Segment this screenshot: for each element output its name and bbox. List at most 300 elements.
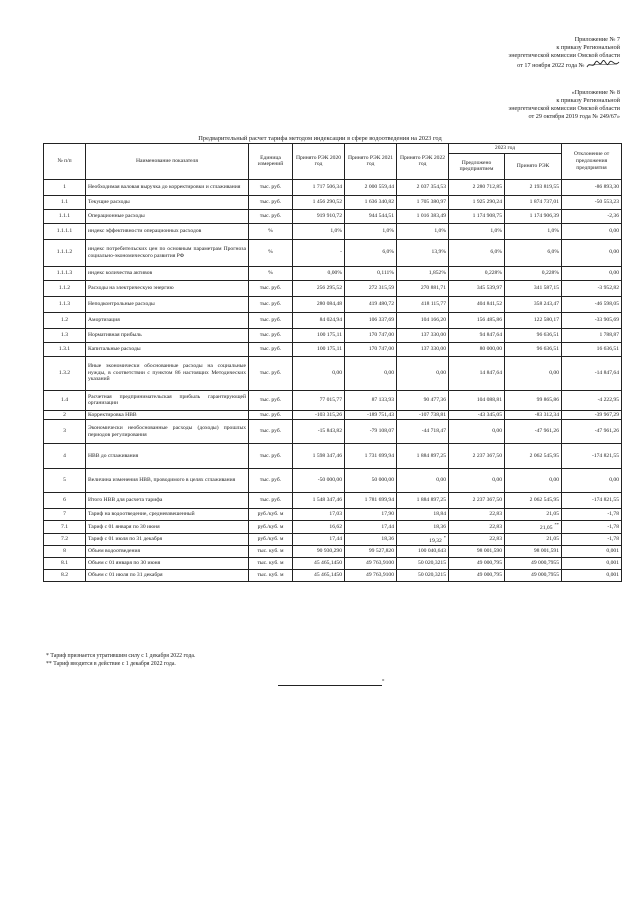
row-unit [249,469,293,493]
row-value-proposed-text: 0,00 [492,477,502,484]
row-value-2022 [397,390,449,410]
row-value-2021 [345,570,397,582]
row-value-proposed-text: 94 847,64 [479,331,502,338]
row-value-2020 [293,570,345,582]
row-value-deviation-text: -1,78 [607,523,620,530]
row-value-2022-text: 13,9% [431,249,446,256]
row-number-text: 4 [63,452,66,459]
row-value-accepted [505,280,562,296]
row-unit-text: тыс. руб. [259,411,282,418]
row-value-accepted-text: 122 580,17 [533,316,560,323]
appendix-header [509,36,620,70]
row-value-2020 [293,328,345,342]
row-unit-text: тыс. руб. [259,477,282,484]
row-value-2022 [397,570,449,582]
row-value-proposed [449,509,505,521]
row-value-deviation [562,509,622,521]
table-row [44,209,622,223]
row-value-2022-text: 18,84 [433,511,446,518]
row-value-accepted-text: 49 000,7955 [531,560,560,567]
row-value-deviation [562,266,622,280]
row-value-2020-text: 100 175,11 [317,345,342,352]
row-value-2020 [293,533,345,545]
row-value-proposed [449,410,505,420]
row-indicator-name [86,195,249,209]
footnotes [46,652,195,668]
row-unit [249,410,293,420]
row-value-2020-text: 16,62 [329,523,342,530]
row-value-2021 [345,209,397,223]
row-value-2020-text: 45 465,1450 [314,560,342,567]
header-line: энергетической комиссии Омской области [508,105,620,112]
col-header-2020: Принято РЭК 2020 год [293,144,345,180]
row-value-accepted [505,296,562,312]
row-unit-text: тыс. руб. [259,198,282,205]
row-value-2021 [345,266,397,280]
row-indicator-name [86,570,249,582]
row-value-accepted [505,469,562,493]
row-value-accepted-text: 99 865,86 [536,396,560,403]
row-number [44,469,86,493]
row-value-proposed-text: 0,00 [492,428,502,435]
row-unit [249,280,293,296]
row-indicator-name [86,521,249,533]
row-number [44,266,86,280]
row-number [44,390,86,410]
row-value-2021 [345,420,397,444]
amended-appendix-header [509,89,620,121]
row-number [44,570,86,582]
row-value-accepted [505,266,562,280]
row-number-text: 8.2 [61,572,68,579]
row-indicator-name-text: Итого НВВ для расчета тарифа [88,497,163,504]
row-unit-text: тыс. руб. [259,396,282,403]
row-value-proposed-text: 22,83 [489,536,502,543]
row-value-proposed [449,570,505,582]
row-value-accepted-text: 1 174 906,39 [529,212,560,219]
row-unit-text: тыс. руб. [259,212,282,219]
footnote: * Тариф признается утратившим силу с 1 декабря 2022 года. [46,653,196,659]
row-indicator-name [86,342,249,356]
row-value-2020-text: 84 024,94 [319,316,342,323]
row-number [44,296,86,312]
row-value-proposed [449,223,505,239]
table-row [44,312,622,328]
row-value-2022 [397,546,449,558]
table-row [44,390,622,410]
row-value-2022 [397,312,449,328]
footnote-mark: * [443,534,446,540]
row-value-proposed [449,312,505,328]
row-value-deviation-text: -47 961,26 [594,428,620,435]
row-value-deviation [562,239,622,266]
row-value-2020 [293,195,345,209]
row-indicator-name-text: Необходимая валовая выручка до корректировки и сглаживания [88,183,241,190]
row-value-2022 [397,195,449,209]
row-value-proposed-text: 6,0% [490,249,502,256]
row-value-2022-text: 137 330,00 [420,331,446,338]
row-value-2021-text: 17,90 [381,511,394,518]
col-header-num: № п/п [44,144,86,180]
row-value-2020-text: 256 295,52 [316,284,342,291]
table-row [44,469,622,493]
row-indicator-name-text: Расчетная предпринимательская прибыль гарантирующей организации [88,393,246,407]
row-indicator-name [86,546,249,558]
row-value-2020 [293,509,345,521]
row-value-proposed [449,342,505,356]
row-value-2020 [293,266,345,280]
row-value-accepted [505,493,562,509]
row-value-deviation [562,546,622,558]
row-value-2021 [345,521,397,533]
row-value-2021 [345,533,397,545]
row-unit-text: тыс. руб. [259,452,282,459]
row-value-2020-text: 1 548 347,46 [312,497,342,504]
row-value-deviation [562,179,622,195]
row-indicator-name [86,296,249,312]
row-value-deviation-text: 0,001 [606,560,620,567]
row-value-2021 [345,493,397,509]
row-value-2021-text: 170 747,00 [368,331,394,338]
row-unit-text: тыс. руб. [259,497,282,504]
row-value-2022 [397,444,449,469]
row-value-2021-text: -79 108,07 [369,428,394,435]
row-value-2022 [397,493,449,509]
row-value-2020 [293,493,345,509]
row-value-2021-text: 17,44 [381,523,394,530]
row-value-accepted [505,356,562,390]
row-value-accepted [505,533,562,545]
row-indicator-name-text: Тариф с 01 января по 30 июня [88,523,160,530]
row-value-2021-text: 0,111% [377,269,394,276]
row-number-text: 3 [63,428,66,435]
row-value-accepted [505,209,562,223]
row-value-proposed [449,209,505,223]
row-value-2022-text: 1 016 383,49 [416,212,446,219]
row-number-text: 2 [63,411,66,418]
table-row [44,493,622,509]
row-value-deviation-text: -33 905,69 [594,316,620,323]
table-row [44,328,622,342]
row-value-accepted-text: 0,228% [541,269,560,276]
row-value-2022-text: 1 705 380,97 [416,198,446,205]
header-line: от 29 октября 2019 года № 249/67» [528,113,620,120]
row-indicator-name-text: Объем с 01 января по 30 июня [88,560,161,567]
row-value-deviation-text: -1,78 [607,511,620,518]
row-number [44,558,86,570]
row-value-deviation [562,410,622,420]
table-row [44,410,622,420]
row-value-proposed-text: 2 237 367,50 [472,452,502,459]
header-line: «Приложение № 8 [571,89,620,96]
row-value-deviation-text: 0,00 [609,249,620,256]
row-value-2020 [293,312,345,328]
row-value-2022-text: 100 040,643 [418,548,446,555]
col-header-deviation: Отклонение от предложения предприятия [562,144,622,180]
row-value-accepted [505,420,562,444]
row-value-2021-text: 50 000,00 [371,477,394,484]
row-indicator-name [86,509,249,521]
row-value-proposed [449,533,505,545]
row-number-text: 1.3.1 [58,345,71,352]
row-indicator-name [86,179,249,195]
row-value-proposed-text: 14 847,64 [479,369,502,376]
row-value-2020 [293,223,345,239]
row-value-2022-text: 104 166,20 [420,316,446,323]
table-row [44,546,622,558]
col-header-name: Наименование показателя [86,144,249,180]
row-value-accepted-text: 2 062 545,95 [529,497,560,504]
row-value-deviation [562,195,622,209]
row-number [44,533,86,545]
row-value-deviation-text: -1,78 [607,536,620,543]
row-value-2020-text: -103 315,26 [314,411,342,418]
row-value-2022 [397,223,449,239]
row-number [44,356,86,390]
row-value-2020 [293,296,345,312]
row-value-2022-text: 1,0% [434,227,446,234]
row-number [44,509,86,521]
row-value-accepted-text: 358 243,47 [533,300,560,307]
table-row [44,296,622,312]
row-indicator-name-text: Амортизация [88,316,120,323]
row-unit [249,533,293,545]
row-unit-text: тыс. руб. [259,369,282,376]
row-value-deviation-text: -86 893,30 [594,183,620,190]
row-value-2020-text: 280 084,48 [316,300,342,307]
row-value-accepted [505,444,562,469]
row-unit [249,570,293,582]
row-value-2021 [345,179,397,195]
row-value-proposed [449,266,505,280]
row-value-2020 [293,342,345,356]
header-line [509,60,620,70]
row-value-deviation-text: 0,00 [609,269,620,276]
row-unit [249,521,293,533]
row-value-2021-text: 170 747,00 [368,345,394,352]
footnote-mark: ** [554,522,560,528]
row-value-proposed [449,521,505,533]
row-unit-text: % [268,269,273,276]
row-value-accepted [505,570,562,582]
row-value-2022-text: 137 330,00 [420,345,446,352]
row-value-deviation-text: 0,00 [609,227,620,234]
row-value-2021-text: 272 315,59 [368,284,394,291]
table-row [44,521,622,533]
row-indicator-name-text: Тариф с 01 июля по 31 декабря [88,536,163,543]
handwritten-number-signature [586,60,620,69]
row-value-deviation [562,469,622,493]
row-value-2020-text: 1 717 506,34 [312,183,342,190]
row-value-2022-text: 0,00 [436,477,446,484]
row-value-deviation [562,342,622,356]
row-unit [249,296,293,312]
row-value-proposed [449,356,505,390]
row-indicator-name-text: индекс количества активов [88,269,153,276]
row-number-text: 1.1.1.3 [56,269,73,276]
row-value-proposed [449,328,505,342]
row-value-2021-text: 49 763,9100 [366,560,394,567]
row-value-accepted [505,239,562,266]
row-value-2021-text: 87 133,93 [371,396,394,403]
row-value-accepted-text: 0,00 [549,477,560,484]
row-value-2020-text: -15 843,82 [317,428,342,435]
row-unit [249,493,293,509]
table-row [44,342,622,356]
row-value-proposed-text: 98 001,590 [476,548,502,555]
row-value-2021 [345,312,397,328]
row-value-proposed [449,280,505,296]
row-value-2021-text: 18,36 [381,536,394,543]
row-value-2022-text: 270 881,71 [420,284,446,291]
row-number [44,521,86,533]
row-value-2022-text: 2 037 354,53 [416,183,446,190]
row-number [44,223,86,239]
row-value-2020 [293,390,345,410]
row-value-deviation-text: 0,001 [606,572,620,579]
row-value-2020 [293,209,345,223]
row-number [44,328,86,342]
row-unit-text: % [268,227,273,234]
row-value-2022 [397,209,449,223]
row-value-2021-text: -189 751,43 [366,411,394,418]
row-value-accepted-text: 98 001,591 [533,548,560,555]
row-value-deviation [562,558,622,570]
row-value-2021-text: 1 781 699,94 [364,497,394,504]
row-unit-text: тыс. куб. м [257,560,284,567]
row-unit [249,266,293,280]
row-indicator-name-text: Неподконтрольные расходы [88,300,155,307]
row-value-deviation-text: -4 222,95 [597,396,620,403]
row-indicator-name [86,533,249,545]
row-value-accepted [505,223,562,239]
row-value-deviation-text: -14 847,64 [594,369,620,376]
row-number [44,312,86,328]
row-value-proposed-text: 49 000,795 [476,560,502,567]
row-value-proposed-text: 156 485,86 [476,316,502,323]
row-value-2020-text: 0,00 [332,369,342,376]
row-value-accepted-text: 21,05 [546,536,560,543]
row-value-proposed [449,420,505,444]
row-value-2020 [293,356,345,390]
row-value-deviation [562,296,622,312]
row-value-accepted [505,558,562,570]
table-row [44,266,622,280]
row-indicator-name-text: Величина изменения НВВ, проводимого в целях сглаживания [88,477,236,484]
row-value-2021 [345,410,397,420]
col-header-unit: Единица измерений [249,144,293,180]
row-value-proposed [449,179,505,195]
row-value-accepted [505,312,562,328]
row-unit-text: тыс. куб. м [257,572,284,579]
row-unit-text: руб./куб. м [257,511,284,518]
row-unit [249,342,293,356]
row-unit [249,209,293,223]
row-value-proposed-text: 1 925 290,24 [472,198,502,205]
row-value-proposed-text: 0,228% [484,269,502,276]
row-value-2022 [397,410,449,420]
row-indicator-name [86,328,249,342]
row-indicator-name-text: индекс эффективности операционных расходов [88,227,202,234]
row-value-2022 [397,356,449,390]
row-number [44,195,86,209]
row-value-accepted [505,410,562,420]
row-unit [249,223,293,239]
row-unit-text: % [268,249,273,256]
row-indicator-name [86,312,249,328]
row-unit [249,328,293,342]
row-indicator-name-text: Экономически необоснованные расходы (доходы) прошлых периодов регулирования [88,425,246,438]
row-number-text: 1.2 [61,316,68,323]
row-value-deviation-text: -46 598,05 [594,300,620,307]
row-number [44,209,86,223]
row-value-deviation-text: -174 821,55 [591,497,620,504]
row-value-2021-text: 1 636 340,82 [364,198,394,205]
row-value-2020-text: 90 930,290 [316,548,342,555]
row-value-2020-text: - [340,249,342,256]
row-indicator-name-text: Иные экономически обоснованные расходы на социальные нужды, в соответствии с пунктом 86 настоящих Методических указаний [88,363,246,383]
row-value-deviation [562,356,622,390]
row-unit-text: тыс. руб. [259,284,282,291]
col-header-proposed: Предложено предприятием [449,153,505,179]
row-value-proposed [449,444,505,469]
row-number-text: 1.4 [61,396,68,403]
row-value-2020-text: 100 175,11 [317,331,342,338]
row-value-proposed-text: 22,83 [489,511,502,518]
row-unit [249,179,293,195]
row-value-deviation-text: -2,36 [607,212,620,219]
closing-quote-mark: » [382,678,385,683]
row-value-deviation [562,209,622,223]
row-indicator-name-text: Расходы на электрическую энергию [88,284,174,291]
row-value-2022-text: 50 020,3215 [418,572,446,579]
row-number-text: 1.1 [61,198,68,205]
row-unit [249,239,293,266]
row-value-proposed [449,469,505,493]
row-value-2020-text: 1,0% [330,227,342,234]
row-value-2022 [397,558,449,570]
row-value-2022 [397,509,449,521]
header-line: к приказу Региональной [556,97,620,104]
row-value-deviation-text: 1 788,87 [599,331,620,338]
row-number [44,342,86,356]
row-value-2020 [293,469,345,493]
row-value-2020-text: 17,44 [329,536,342,543]
row-value-proposed [449,195,505,209]
row-value-deviation [562,444,622,469]
row-value-2020 [293,280,345,296]
row-value-accepted [505,328,562,342]
row-value-2022 [397,266,449,280]
closing-line [278,685,382,686]
footnote: ** Тариф вводится в действие с 1 декабря 2022 года. [46,661,176,668]
row-value-accepted-text: 96 636,51 [536,331,560,338]
row-value-2021 [345,356,397,390]
row-value-2022-text: 0,00 [436,369,446,376]
row-value-accepted-text: 21,05 [546,511,560,518]
row-value-2021 [345,195,397,209]
row-number-text: 1.1.1.1 [56,227,73,234]
row-value-deviation-text: 16 636,51 [596,345,620,352]
row-value-proposed [449,390,505,410]
row-value-accepted-text: 1 874 737,01 [529,198,560,205]
row-unit [249,312,293,328]
row-value-2021 [345,558,397,570]
row-value-accepted [505,509,562,521]
row-value-proposed-text: 104 088,81 [476,396,502,403]
row-unit [249,420,293,444]
row-value-accepted-text: 0,00 [549,369,560,376]
